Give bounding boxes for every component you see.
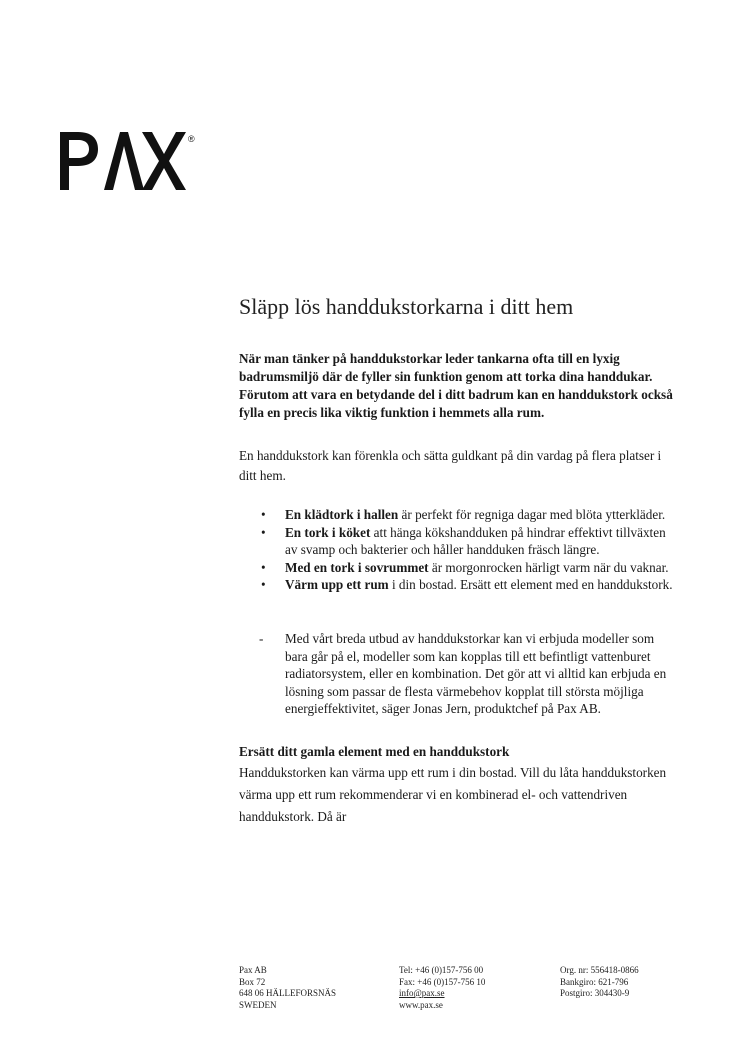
list-item: • Med en tork i sovrummet är morgonrocken härligt varm när du vaknar. bbox=[261, 559, 669, 575]
list-item: • En klädtork i hallen är perfekt för regniga dagar med blöta ytterkläder. bbox=[261, 507, 666, 522]
article-lead: När man tänker på handdukstorkar leder tankarna ofta till en lyxig badrumsmiljö där de fyller sin funktion genom att torka dina handdukar. Förutom att vara en betydande del i ditt badrum kan en handdukstork också fylla en precis lika viktig funktion i hemmets alla rum. bbox=[239, 351, 673, 420]
section-body: Handdukstorken kan värma upp ett rum i din bostad. Vill du låta handdukstorken värma upp ett rum rekommenderar vi en kombinerad el- och vattendriven handdukstork. Då är bbox=[239, 764, 667, 824]
footer-web[interactable]: www.pax.se bbox=[399, 999, 443, 1010]
footer-tel: Tel: +46 (0)157-756 00 bbox=[399, 965, 484, 975]
list-item: • En tork i köket att hänga kökshandduken på hindrar effektivt tillväxten av svamp och bakterier och håller handduken fräsch längre. bbox=[261, 524, 666, 558]
article bbox=[239, 292, 679, 828]
footer-email-link[interactable]: info@pax.se bbox=[399, 988, 445, 998]
article-intro: En handdukstork kan förenkla och sätta guldkant på din vardag på flera platser i ditt hem. bbox=[239, 448, 662, 483]
article-title: Släpp lös handdukstorkarna i ditt hem bbox=[239, 294, 574, 319]
quote-dash: - bbox=[259, 630, 264, 646]
registered-mark: ® bbox=[188, 134, 195, 144]
list-item: • Värm upp ett rum i din bostad. Ersätt ett element med en handdukstork. bbox=[261, 577, 673, 593]
footer-company-info: Org. nr: 556418-0866 Bankgiro: 621-796 Postgiro: 304430-9 bbox=[560, 965, 639, 998]
footer-contact bbox=[399, 965, 485, 1011]
section-subheading: Ersätt ditt gamla element med en handdukstork bbox=[239, 743, 510, 759]
quote-paragraph: - Med vårt breda utbud av handdukstorkar kan vi erbjuda modeller som bara går på el, modeller som kan kopplas till ett befintligt vattenburet radiatorsystem, eller en kombination. Det gör att vi alltid kan erbjuda en lösning som passar de flesta värmebehov kopplat till största möjliga energieffektivitet, säger Jonas Jern, produktchef på Pax AB. bbox=[259, 630, 667, 717]
footer-address: Pax AB Box 72 648 06 HÄLLEFORSNÄS SWEDEN bbox=[239, 965, 337, 1010]
pax-logo bbox=[58, 128, 198, 194]
footer-fax: Fax: +46 (0)157-756 10 bbox=[399, 976, 486, 987]
benefit-list bbox=[239, 506, 679, 594]
